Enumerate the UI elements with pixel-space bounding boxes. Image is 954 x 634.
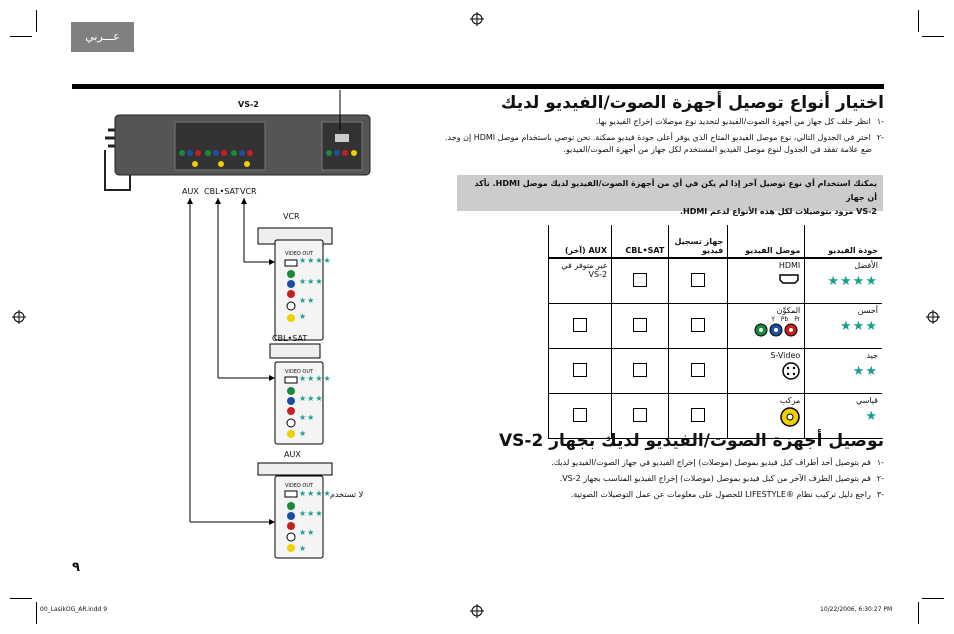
stars-rating: ★★★	[299, 277, 324, 286]
checkbox[interactable]	[691, 318, 705, 332]
registration-mark-icon	[470, 12, 484, 26]
aux-hdmi-note: لا تستخدم	[330, 490, 364, 499]
crop-mark	[922, 598, 944, 599]
stars-rating: ★★★	[299, 394, 324, 403]
stars-rating: ★★★★	[827, 274, 878, 289]
stars-rating: ★★	[299, 296, 316, 305]
video-out-label: VIDEO OUT	[285, 483, 314, 489]
stars-rating: ★	[299, 544, 308, 553]
checkbox-cell[interactable]	[612, 258, 669, 304]
video-quality-table	[548, 225, 882, 439]
checkbox[interactable]	[691, 273, 705, 287]
table-header: جودة الفيديو	[805, 225, 882, 258]
quality-cell: قياسي ★	[805, 394, 882, 439]
checkbox[interactable]	[573, 318, 587, 332]
vs2-label: VS-2	[238, 100, 259, 109]
table-header: AUX (آخر)	[549, 225, 612, 258]
source-label-vcr: VCR	[283, 212, 300, 221]
footer-date: 10/22/2006, 6:30:27 PM	[820, 606, 893, 613]
stars-rating: ★★	[299, 528, 316, 537]
page-number: ٩	[72, 560, 80, 575]
checkbox[interactable]	[573, 363, 587, 377]
stars-rating: ★★	[852, 364, 878, 379]
checkbox-cell[interactable]	[549, 349, 612, 394]
cblsat-device	[270, 344, 320, 358]
crop-mark	[10, 598, 32, 599]
stars-rating: ★★★	[840, 319, 878, 334]
composite-connector-icon	[780, 407, 800, 427]
s-video-connector-icon	[782, 362, 800, 380]
checkbox-cell[interactable]	[669, 349, 728, 394]
quality-cell: أحسن ★★★	[805, 304, 882, 349]
stars-rating: ★	[299, 429, 308, 438]
registration-mark-icon	[12, 310, 26, 324]
quality-cell: جيد ★★	[805, 349, 882, 394]
connector-cell: HDMI	[728, 258, 805, 304]
stars-rating: ★	[299, 312, 308, 321]
note-line: VS-2 مزود بتوصيلات لكل هذه الأنواع لدعم HDMI.	[679, 207, 877, 216]
table-row	[549, 304, 883, 349]
section2-title: توصيل أجهزة الصوت/الفيديو لديك بجهاز VS-2	[499, 431, 884, 451]
section2-step-2: -٢قم بتوصيل الطرف الآخر من كبل فيديو بموصل (موصلات) إخراج الفيديو المناسب بجهاز VS-2.	[559, 474, 884, 483]
crop-mark	[36, 10, 37, 32]
stars-rating: ★	[865, 409, 878, 424]
table-header: جهاز تسجيل فيديو	[669, 225, 728, 258]
component-pb-label: Pb	[780, 316, 789, 323]
component-connector-icon	[754, 323, 800, 337]
registration-mark-icon	[470, 604, 484, 618]
stars-rating: ★★★	[299, 509, 324, 518]
source-label-cblsat: CBL•SAT	[272, 334, 308, 343]
component-pr-label: Pr	[794, 316, 801, 323]
source-label-aux: AUX	[284, 450, 301, 459]
aux-device	[258, 463, 332, 475]
input-label-aux: AUX	[182, 187, 199, 196]
input-label-cblsat: CBL•SAT	[204, 187, 240, 196]
note-line: يمكنك استخدام أي نوع توصيل آخر إذا لم يكن في أي من أجهزة الصوت/الفيديو لديك موصل HDMI. تأكد أن جهاز	[474, 179, 877, 202]
crop-mark	[10, 36, 32, 37]
section1-step-2: -٢اختر في الجدول التالي، نوع موصل الفيديو المتاح الذي يوفر أعلى جودة فيديو ممكنة. نحن نوصي باستخدام موصل HDMI إن وجد.	[444, 133, 884, 142]
connector-cell: مركب	[728, 394, 805, 439]
stars-rating: ★★★★	[299, 489, 332, 498]
checkbox-cell[interactable]	[612, 349, 669, 394]
checkbox[interactable]	[633, 318, 647, 332]
language-tab: عـــربي	[71, 22, 134, 52]
table-row	[549, 258, 883, 304]
section1-step-2-cont: ضع علامة تفقد في الجدول لنوع موصل الفيديو المستخدم لكل جهاز من أجهزة الصوت/الفيديو.	[563, 145, 872, 154]
video-out-label: VIDEO OUT	[285, 251, 314, 257]
note-box	[457, 175, 883, 216]
section1-title: اختيار أنواع توصيل أجهزة الصوت/الفيديو لديك	[500, 93, 884, 113]
checkbox[interactable]	[691, 363, 705, 377]
crop-mark	[36, 602, 37, 624]
hdmi-connector-icon	[778, 274, 800, 284]
video-out-label: VIDEO OUT	[285, 369, 314, 375]
quality-cell: الأفضل ★★★★	[805, 258, 882, 304]
connector-cell: S-Video	[728, 349, 805, 394]
component-y-label: Y	[771, 316, 775, 323]
stars-rating: ★★	[299, 413, 316, 422]
footer-filename: 00_LasikOG_AR.indd 9	[40, 606, 108, 613]
table-row	[549, 349, 883, 394]
section2-step-1: -١قم بتوصيل أحد أطراف كبل فيديو بموصل (موصلات) إخراج الفيديو في جهاز الصوت/الفيديو لديك.	[551, 458, 884, 467]
aux-cell: غير متوفر في VS-2	[549, 258, 612, 304]
table-header: CBL•SAT	[612, 225, 669, 258]
checkbox-cell[interactable]	[612, 304, 669, 349]
checkbox[interactable]	[633, 363, 647, 377]
header-rule	[72, 84, 884, 89]
checkbox[interactable]	[633, 408, 647, 422]
stars-rating: ★★★★	[299, 256, 332, 265]
input-label-vcr: VCR	[240, 187, 257, 196]
section2-step-3: -٣راجع دليل تركيب نظام ®LIFESTYLE للحصول على معلومات عن عمل التوصيلات الصوتية.	[570, 490, 884, 499]
crop-mark	[922, 36, 944, 37]
checkbox-cell[interactable]	[669, 258, 728, 304]
connector-cell: المكوِّن Y Pb Pr	[728, 304, 805, 349]
checkbox-cell[interactable]	[549, 304, 612, 349]
checkbox[interactable]	[633, 273, 647, 287]
crop-mark	[918, 602, 919, 624]
checkbox-cell[interactable]	[669, 304, 728, 349]
section1-step-1: -١انظر خلف كل جهاز من أجهزة الصوت/الفيديو لتحديد نوع موصلات إخراج الفيديو بها.	[595, 117, 884, 126]
crop-mark	[918, 10, 919, 32]
stars-rating: ★★★★	[299, 374, 332, 383]
table-header: موصل الفيديو	[728, 225, 805, 258]
checkbox[interactable]	[691, 408, 705, 422]
registration-mark-icon	[926, 310, 940, 324]
checkbox[interactable]	[573, 408, 587, 422]
